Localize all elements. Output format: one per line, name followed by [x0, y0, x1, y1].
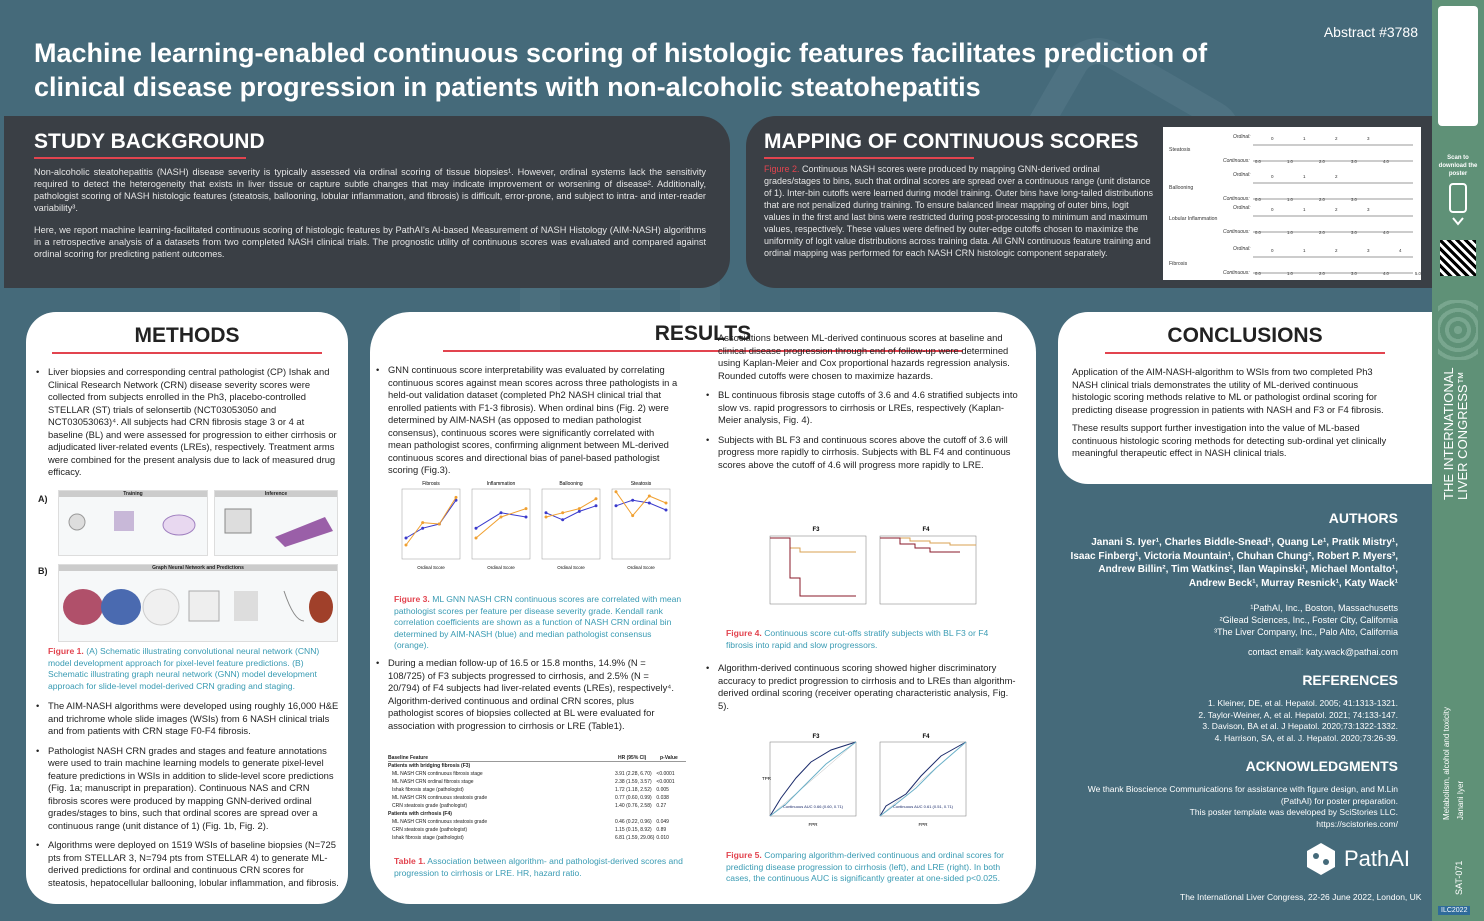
ordinal-tick: 2	[1335, 136, 1338, 141]
table-row	[388, 786, 686, 794]
conclusions-heading: CONCLUSIONS	[1167, 324, 1323, 347]
fig3-point	[615, 490, 618, 493]
presenter: Janani Iyer	[1456, 780, 1465, 820]
fig3-point	[545, 516, 548, 519]
table-cell-feature: Patients with bridging fibrosis (F3)	[388, 763, 471, 769]
fig3-point	[438, 523, 441, 526]
fig3-x-label: Ordinal Score	[557, 565, 585, 570]
fig3-point	[500, 516, 503, 519]
table-cell-feature: Ishak fibrosis stage (pathologist)	[392, 835, 464, 841]
ordinal-tick: 0	[1271, 136, 1274, 141]
category: Metabolism, alcohol and toxicity	[1442, 707, 1451, 820]
heading-underline	[1105, 352, 1385, 354]
fig3-series-orange	[406, 497, 456, 545]
fig4-panel-title: F3	[812, 527, 820, 533]
table-row	[388, 770, 686, 778]
table-cell-feature: CRN steatosis grade (pathologist)	[392, 827, 468, 833]
table-header	[388, 755, 686, 762]
ordinal-label: Ordinal:	[1233, 205, 1251, 211]
continuous-tick: 0.0	[1255, 159, 1261, 164]
fig3-point	[405, 544, 408, 547]
pathai-logo	[1304, 842, 1410, 876]
results-bullet-2: • During a median follow-up of 16.5 or 15.8 months, 14.9% (N = 108/725) of F3 subjects progressed to cirrhosis, and 2.5% (N = 20/794) of F4 subjects had liver-related events (LREs), respectively⁴. Algorithm-derived continuous and ordinal CRN scores, plus pathologist scores of biopsies collected at BL were evaluated for association with progression to cirrhosis or LRE (Table1).	[374, 657, 680, 732]
table-cell-hr: 0.77 (0.60, 0.99)	[614, 795, 652, 801]
fig3-panel-title: Steatosis	[630, 481, 652, 487]
row-label-fibrosis: Fibrosis	[1169, 261, 1188, 267]
scan-section[interactable]	[1438, 134, 1478, 284]
table-cell-hr: 1.72 (1.18, 2.52)	[614, 787, 652, 793]
table-1-caption	[394, 856, 694, 879]
ordinal-tick: 0	[1271, 174, 1274, 179]
methods-panel	[26, 312, 348, 904]
fig3-point	[475, 527, 478, 530]
figure-1a-training	[58, 490, 208, 556]
fig3-panel-frame	[402, 489, 460, 559]
table-cell-hr: 2.38 (1.59, 3.57)	[614, 779, 652, 785]
background-paragraph-2: Here, we report machine learning-facilitated continuous scoring of histologic features by PathAI's AI-based Measurement of NASH Histology (AIM-NASH) algorithms in a retrospective analysis of a datasets from two completed NASH clinical trials. The prognostic utility of continuous scores was evaluated and compared against ordinal scoring for predicting patient outcomes.	[34, 225, 706, 259]
km-curve-slow	[880, 538, 976, 545]
table-cell-p	[656, 762, 686, 770]
table-cell-hr: 1.15 (0.15, 8.92)	[614, 827, 652, 833]
row-label-lobular: Lobular Inflammation	[1169, 216, 1218, 222]
fig3-point	[595, 504, 598, 507]
poster-code: SAT-071	[1454, 860, 1464, 895]
ordinal-tick: 1	[1303, 248, 1306, 253]
contact-email: contact email: katy.wack@pathai.com	[1247, 647, 1398, 657]
continuous-tick: 5.0	[1415, 271, 1421, 276]
ordinal-tick: 3	[1367, 136, 1370, 141]
fig3-point	[525, 516, 528, 519]
figure-3-caption-text: ML GNN NASH CRN continuous scores are correlated with mean pathologist scores per feature per disease severity grade. Kendall rank correlation coefficients are shown as a function of NASH CRN ordinal bin determined by AIM-NASH (blue) and median pathologist consensus (orange).	[394, 594, 682, 650]
continuous-tick: 4.0	[1383, 230, 1389, 235]
fig1-gnn-title: Graph Neural Network and Predictions	[59, 565, 337, 571]
tpr-label: TPR	[762, 776, 771, 781]
results-panel	[370, 312, 1036, 904]
continuous-tick: 0.0	[1255, 271, 1261, 276]
table-cell-hr: 0.46 (0.22, 0.96)	[614, 819, 652, 825]
figure-3-caption	[394, 594, 684, 652]
figure-4-caption	[726, 628, 1016, 651]
table-header-hr: HR (95% CI)	[618, 755, 647, 761]
fig3-point	[421, 527, 424, 530]
row-label-ballooning: Ballooning	[1169, 185, 1194, 191]
ordinal-tick: 2	[1335, 207, 1338, 212]
table-cell-hr: 3.91 (2.28, 6.70)	[614, 771, 652, 777]
fig3-point	[578, 510, 581, 513]
continuous-tick: 1.0	[1287, 271, 1293, 276]
affiliation-2: ²Gilead Sciences, Inc., Foster City, California	[1219, 615, 1398, 625]
ilc-badge: ILC2022	[1438, 906, 1470, 915]
continuous-tick: 0.0	[1255, 230, 1261, 235]
authors-list: Janani S. Iyer¹, Charles Biddle-Snead¹, Quang Le¹, Pratik Mistry¹, Isaac Finberg¹, Victoria Mountain¹, Chuhan Chung², Robert P. Myers³, Andrew Billin², Tim Watkins², Ilan Wapinski¹, Michael Montalto¹, Andrew Beck¹, Murray Resnick¹, Katy Wack¹	[1070, 537, 1398, 589]
results-bullet-5: • Subjects with BL F3 and continuous scores above the cutoff of 3.6 will progress more rapidly to cirrhosis. Subjects with BL F4 and continuous scores above the cutoff of 4.6 will progress more rapidly to LRE.	[704, 434, 1020, 472]
figure-5-label: Figure 5.	[726, 850, 762, 860]
ordinal-tick: 3	[1367, 207, 1370, 212]
poster-title: Machine learning-enabled continuous scoring of histologic features facilitates prediction of clinical disease progression in patients with non-alcoholic steatohepatitis	[34, 38, 1208, 102]
figure-1	[38, 490, 338, 645]
methods-bullet-2: • The AIM-NASH algorithms were developed using roughly 16,000 H&E and trichrome whole slide images (WSIs) from 6 NASH clinical trials and from patients with CRN stage F0-F4 fibrosis.	[34, 700, 340, 738]
ordinal-tick: 0	[1271, 207, 1274, 212]
fig3-panel-title: Inflammation	[486, 481, 516, 487]
table-cell-hr: 6.81 (1.59, 29.06)	[614, 835, 655, 841]
fig3-point	[405, 537, 408, 540]
background-paragraph-1: Non-alcoholic steatohepatitis (NASH) disease severity is typically assessed via ordinal scoring of tissue biopsies¹. However, ordinal systems lack the sensitivity required to detect the heterogeneity that exists in liver tissue or capture subtle changes that may indicate improvement or worsening of disease². Additionally, pathologist scoring of NASH histologic features (steatosis, ballooning, lobular inflammation, and fibrosis) is difficult, error-prone, and subject to intra- and inter-reader variability³.	[34, 167, 706, 213]
km-curve-rapid	[880, 538, 960, 552]
continuous-tick: 1.0	[1287, 159, 1293, 164]
row-label-steatosis: Steatosis	[1169, 147, 1191, 153]
fig1-inference-title: Inference	[215, 491, 337, 497]
table-cell-p: <0.0001	[656, 779, 675, 785]
ordinal-tick: 4	[1399, 248, 1402, 253]
table-row	[388, 818, 686, 826]
continuous-label: Continuous:	[1223, 196, 1250, 202]
km-curve-rapid	[770, 538, 856, 596]
table-cell-p	[656, 810, 686, 818]
fpr-label: FPR	[918, 822, 928, 827]
figure-3-label: Figure 3.	[394, 594, 430, 604]
reference-2: 2. Taylor-Weiner, A, et al. Hepatol. 2021; 74:133-147.	[1198, 709, 1398, 720]
fig3-point	[615, 504, 618, 507]
continuous-tick: 1.0	[1287, 230, 1293, 235]
continuous-tick: 3.0	[1351, 230, 1357, 235]
authors-heading: AUTHORS	[1328, 510, 1398, 526]
fig3-series-blue	[546, 506, 596, 520]
background-heading: STUDY BACKGROUND	[34, 130, 265, 153]
continuous-tick: 4.0	[1383, 271, 1389, 276]
ordinal-tick: 2	[1335, 174, 1338, 179]
table-1-caption-text: Association between algorithm- and pathologist-derived scores and progression to cirrhosis or LRE. HR, hazard ratio.	[394, 856, 683, 878]
table-1	[388, 755, 686, 860]
reference-4: 4. Harrison, SA, et al. J. Hepatol. 2020;73:26-39.	[1214, 732, 1398, 743]
figure-1-label: Figure 1.	[48, 646, 84, 656]
methods-bullet-1: • Liver biopsies and corresponding central pathologist (CP) Ishak and Clinical Research Network (CRN) disease severity scores were collected from subjects enrolled in the Ph3, placebo-controlled STELLAR (ST) trials of selonsertib (NCT03053050 and NCT03053063)⁴. All subjects had CRN fibrosis stage 3 or 4 at baseline (BL) and were assessed for progression to either cirrhosis or adjudicated liver-related events (LREs), respectively. Treatment arms were combined for the present analysis due to lack of measured drug efficacy.	[34, 366, 340, 479]
table-cell-feature: ML NASH CRN continuous steatosis grade	[392, 819, 488, 825]
fig3-point	[500, 511, 503, 514]
table-cell-feature: ML NASH CRN ordinal fibrosis stage	[392, 779, 474, 785]
continuous-label: Continuous:	[1223, 158, 1250, 164]
table-cell-p: 0.27	[656, 803, 667, 809]
table-cell-p: 0.038	[656, 795, 669, 801]
continuous-tick: 2.0	[1319, 197, 1325, 202]
ordinal-tick: 2	[1335, 248, 1338, 253]
reference-3: 3. Davison, BA et al. J Hepatol. 2020;73:1322-1332.	[1202, 721, 1398, 731]
table-cell-hr	[614, 762, 656, 770]
figure-1-caption	[48, 646, 338, 692]
continuous-tick: 2.0	[1319, 271, 1325, 276]
results-bullet-3: • Associations between ML-derived continuous scores at baseline and clinical disease progression through end of follow-up were determined using Kaplan-Meier and Cox proportional hazards regression analysis. Rounded cutoffs were chosen to maximize hazards.	[704, 332, 1020, 382]
fig3-point	[421, 521, 424, 524]
continuous-tick: 3.0	[1351, 159, 1357, 164]
table-cell-p: 0.049	[656, 819, 669, 825]
continuous-tick: 1.0	[1287, 197, 1293, 202]
results-bullet-6: • Algorithm-derived continuous scoring showed higher discriminatory accuracy to predict progression to cirrhosis and to LREs than algorithm-derived ordinal scoring (receiver operating characteristic analysis, Fig. 5).	[704, 662, 1020, 712]
fig5-panel-title: F3	[812, 734, 820, 740]
table-row	[388, 826, 686, 834]
fig3-point	[561, 511, 564, 514]
table-row	[388, 778, 686, 786]
ordinal-label: Ordinal:	[1233, 172, 1251, 178]
fig3-point	[648, 495, 651, 498]
fig3-point	[561, 518, 564, 521]
fig4-frame	[770, 536, 866, 604]
continuous-label: Continuous:	[1223, 270, 1250, 276]
affiliation-1: ¹PathAI, Inc., Boston, Massachusetts	[1250, 603, 1398, 613]
fig5-panel-title: F4	[922, 734, 930, 740]
conclusions-paragraph-1: Application of the AIM-NASH-algorithm to WSIs from two completed Ph3 NASH clinical trials demonstrates the utility of ML-derived continuous histologic scoring methods relative to ML or pathologist ordinal scoring for predicting disease progression in patients with NASH and F3 or F4 fibrosis.	[1072, 366, 1384, 415]
fig3-point	[455, 496, 458, 499]
pathai-logo-icon	[1304, 842, 1338, 876]
table-row	[388, 762, 686, 770]
methods-bullet-4: • Algorithms were deployed on 1519 WSIs of baseline biopsies (N=725 pts from STELLAR 3, N=794 pts from STELLAR 4) to generate ML-derived predictions for ordinal and continuous CRN scores for steatosis, hepatocellular ballooning, lobular inflammation, and fibrosis.	[34, 839, 340, 889]
fig3-panel-frame	[472, 489, 530, 559]
ordinal-tick: 0	[1271, 248, 1274, 253]
auc-label: Continuous AUC 0.61 (0.51, 0.71)	[892, 804, 954, 809]
ack-text-1: We thank Bioscience Communications for assistance with figure design, and M.Lin (PathAI) for poster preparation.	[1087, 784, 1398, 806]
study-background-panel	[4, 116, 730, 288]
continuous-tick: 2.0	[1319, 159, 1325, 164]
qr-code[interactable]	[1440, 240, 1476, 276]
ordinal-tick: 3	[1367, 248, 1370, 253]
references-heading: REFERENCES	[1302, 672, 1398, 688]
poster-session-logo	[1438, 6, 1478, 126]
continuous-tick: 0.0	[1255, 197, 1261, 202]
acknowledgments-heading: ACKNOWLEDGMENTS	[1245, 758, 1398, 774]
table-cell-p: 0.005	[656, 787, 669, 793]
table-header-p: p-Value	[660, 755, 678, 761]
fig3-x-label: Ordinal Score	[487, 565, 515, 570]
continuous-tick: 2.0	[1319, 230, 1325, 235]
figure-1b-label: B)	[38, 566, 48, 576]
fig1-training-title: Training	[59, 491, 207, 497]
affiliation-3: ³The Liver Company, Inc., Palo Alto, California	[1214, 627, 1398, 637]
figure-1b-gnn	[58, 564, 338, 642]
results-bullet-4: • BL continuous fibrosis stage cutoffs of 3.6 and 4.6 stratified subjects into slow vs. rapid progressors to cirrhosis or LREs, respectively (Kaplan-Meier analysis, Fig. 4).	[704, 389, 1020, 427]
ordinal-tick: 1	[1303, 207, 1306, 212]
figure-1a-inference	[214, 490, 338, 556]
figure-4-caption-text: Continuous score cut-offs stratify subjects with BL F3 or F4 fibrosis into rapid and slow progressors.	[726, 628, 989, 650]
heading-underline	[52, 352, 322, 354]
table-cell-p: 0.89	[656, 827, 667, 833]
mapping-heading: MAPPING OF CONTINUOUS SCORES	[764, 130, 1139, 153]
abstract-number: Abstract #3788	[1323, 24, 1418, 40]
ordinal-tick: 1	[1303, 174, 1306, 179]
figure-5-roc	[756, 716, 986, 832]
table-row	[388, 834, 686, 842]
figure-5-caption-text: Comparing algorithm-derived continuous and ordinal scores for predicting disease progression to cirrhosis (left), and LRE (right). In both cases, the continuous AUC is significantly greater at one-sided p<0.025.	[726, 850, 1005, 883]
auc-label: Continuous AUC 0.66 (0.60, 0.71)	[782, 804, 844, 809]
table-row	[388, 794, 686, 802]
results-bullet-1: • GNN continuous score interpretability was evaluated by correlating continuous scores against mean scores across three pathologists in a held-out validation dataset (completed Ph2 NASH clinical trial that enrolled patients with F1-3 fibrosis). When ordinal bins (Fig. 2) were determined by AIM-NASH (as opposed to median pathologist consensus), continuous scores were significantly correlated with mean pathologist scores, confirming alignment between ML-derived continuous scores and directional bias of panel-based pathologist scoring (Fig.3).	[374, 364, 680, 477]
fig3-panel-title: Fibrosis	[422, 481, 440, 487]
fig3-point	[525, 507, 528, 510]
figure-2-mapping-diagram	[1163, 127, 1421, 280]
table-header-feature: Baseline Feature	[388, 755, 429, 761]
fig3-point	[578, 507, 581, 510]
congress-brand: THE INTERNATIONAL LIVER CONGRESS™	[1441, 367, 1470, 500]
fig3-panel-frame	[612, 489, 670, 559]
ack-link[interactable]: https://scistories.com/	[1316, 818, 1398, 829]
fig4-frame	[880, 536, 976, 604]
phone-icon	[1438, 178, 1478, 238]
figure-4-kaplan-meier	[756, 524, 986, 624]
table-row	[388, 802, 686, 810]
fig3-panel-title: Ballooning	[559, 481, 583, 487]
fig3-series-blue	[476, 513, 526, 528]
table-cell-feature: ML NASH CRN continuous steatosis grade	[392, 795, 488, 801]
table-cell-feature: Patients with cirrhosis (F4)	[388, 811, 452, 817]
table-cell-feature: CRN steatosis grade (pathologist)	[392, 803, 468, 809]
fig3-x-label: Ordinal Score	[627, 565, 655, 570]
table-1-label: Table 1.	[394, 856, 426, 866]
reference-1: 1. Kleiner, DE, et al. Hepatol. 2005; 41:1313-1321.	[1208, 698, 1398, 708]
authors-section	[1066, 510, 1398, 830]
table-cell-p: 0.010	[656, 835, 669, 841]
conclusions-paragraph-2: These results support further investigation into the value of ML-based continuous histologic scoring methods for detecting sub-ordinal yet clinically meaningful therapeutic effect in NASH clinical trials.	[1072, 422, 1387, 458]
heading-underline	[34, 157, 246, 159]
fig3-x-label: Ordinal Score	[417, 565, 445, 570]
table-cell-hr: 1.40 (0.76, 2.58)	[614, 803, 652, 809]
fig3-point	[631, 514, 634, 517]
table-cell-hr	[614, 810, 656, 818]
fig3-point	[665, 509, 668, 512]
pathai-logo-text: PathAI	[1344, 846, 1411, 871]
results-heading: RESULTS	[654, 322, 752, 345]
figure-1a-label: A)	[38, 494, 48, 504]
continuous-tick: 3.0	[1351, 271, 1357, 276]
figure-1-caption-text: (A) Schematic illustrating convolutional neural network (CNN) model development approach for pixel-level feature predictions. (B) Schematic illustrating graph neural network (GNN) model development approach for slide-level model-derived CRN grading and staging.	[48, 646, 320, 691]
methods-heading: METHODS	[134, 324, 240, 347]
table-cell-feature: ML NASH CRN continuous fibrosis stage	[392, 771, 483, 777]
ack-text-2: This poster template was developed by SciStories LLC.	[1189, 807, 1398, 817]
continuous-label: Continuous:	[1223, 229, 1250, 235]
ordinal-label: Ordinal:	[1233, 134, 1251, 140]
fig3-point	[665, 502, 668, 505]
heading-underline	[764, 157, 974, 159]
km-curve-slow	[770, 538, 856, 552]
table-row	[388, 810, 686, 818]
methods-bullet-3: • Pathologist NASH CRN grades and stages and feature annotations were used to train machine learning models to generate pixel-level feature predictions in WSIs in addition to slide-level score predictions (Fig. 1a; manuscript in preparation). Continuous NAS and CRN fibrosis scores were produced by mapping GNN-derived ordinal grades/stages to bins, such that ordinal scores are spread over a continuous range (unit distance of 1) (Fig. 1b, Fig. 2).	[34, 745, 340, 833]
fig4-panel-title: F4	[922, 527, 930, 533]
figure-5-caption	[726, 850, 1016, 885]
fig3-point	[631, 499, 634, 502]
figure-2-label: Figure 2.	[764, 164, 800, 174]
fpr-label: FPR	[808, 822, 818, 827]
continuous-tick: 4.0	[1383, 159, 1389, 164]
poster-footer: The International Liver Congress, 22-26 June 2022, London, UK	[1180, 892, 1422, 902]
table-cell-feature: Ishak fibrosis stage (pathologist)	[392, 787, 464, 793]
scan-text: Scan to download the poster	[1438, 155, 1478, 177]
fig3-series-blue	[406, 500, 456, 538]
continuous-tick: 3.0	[1351, 197, 1357, 202]
figure-3-chart	[380, 479, 690, 599]
fig3-point	[648, 502, 651, 505]
figure-2-caption: Continuous NASH scores were produced by mapping GNN-derived ordinal grades/stages to bins, such that ordinal scores are spread over a continuous range (unit distance of 1). Inter-bin cutoffs were learned during model training. Outer bins have long-tailed distributions that are not penalized during training. To ensure balanced linear mapping of outer bins, logit values in the first and last bins were restricted during post-processing to minimum and maximum values, respectively. These values were defined by outer-edge cutoffs chosen to maximize the uniformity of logit value distributions across training data. All GNN continuous feature training and ordinal mapping was performed for each NASH CRN histologic component separately.	[764, 164, 1154, 258]
fig3-panel-frame	[542, 489, 600, 559]
fig3-point	[595, 497, 598, 500]
fig3-point	[475, 537, 478, 540]
table-cell-p: <0.0001	[656, 771, 675, 777]
ordinal-tick: 1	[1303, 136, 1306, 141]
sidebar	[1432, 0, 1484, 921]
figure-4-label: Figure 4.	[726, 628, 762, 638]
conclusions-panel	[1058, 312, 1432, 484]
fig3-point	[545, 511, 548, 514]
ordinal-label: Ordinal:	[1233, 246, 1251, 252]
